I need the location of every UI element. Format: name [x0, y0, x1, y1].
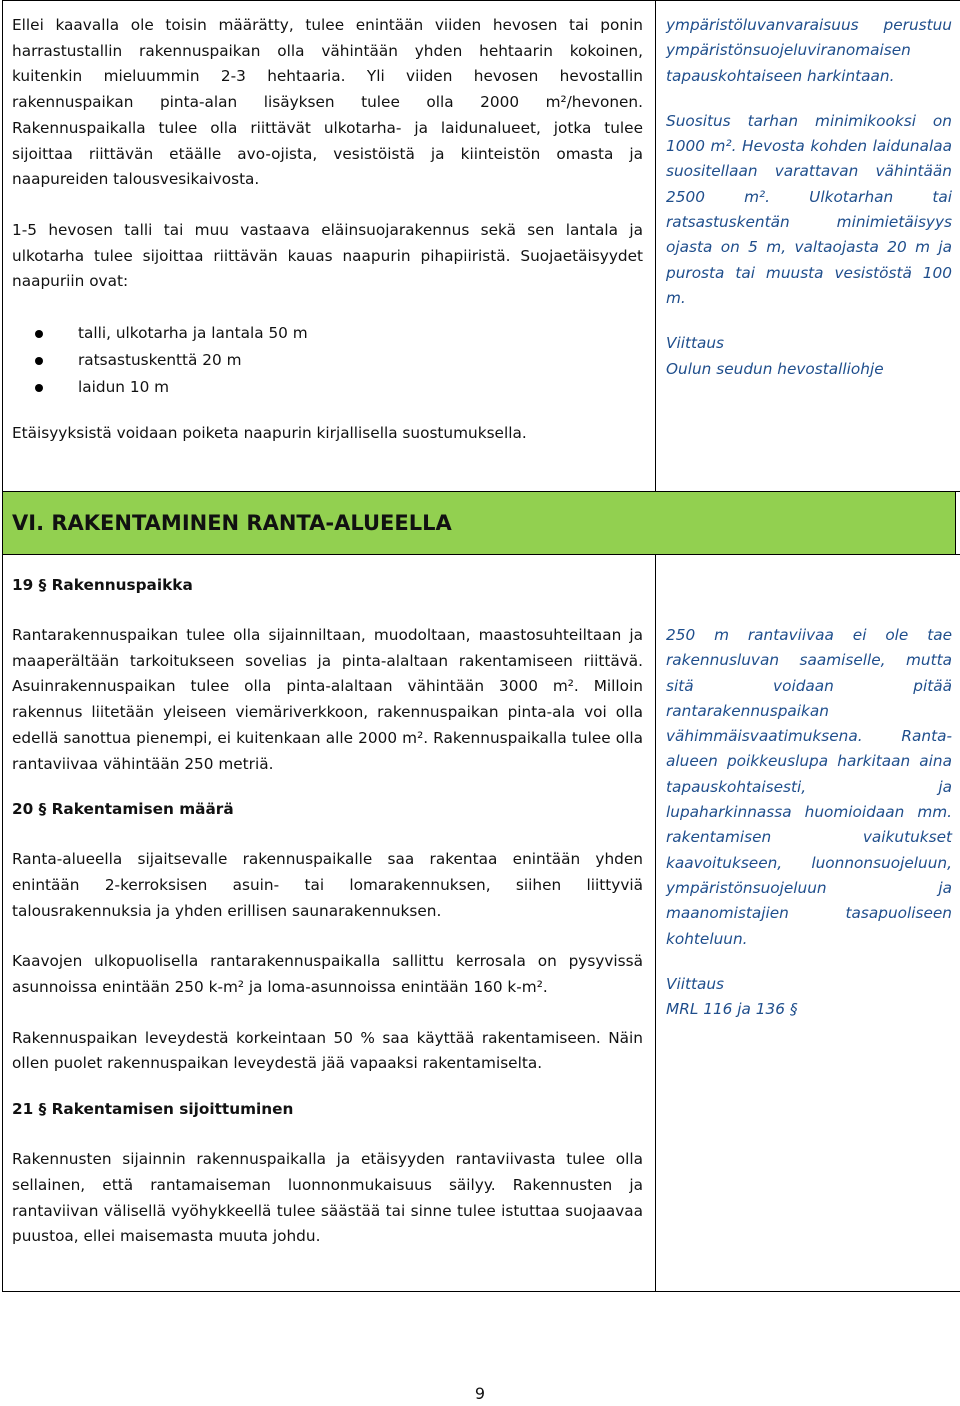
list-item: talli, ulkotarha ja lantala 50 m	[12, 320, 643, 347]
reference-label: Viittaus	[666, 334, 724, 353]
heading-20: 20 § Rakentamisen määrä	[12, 800, 234, 819]
top-paragraph-3: Etäisyyksistä voidaan poiketa naapurin kirjallisella suostumuksella.	[12, 424, 527, 443]
bottom-side-cell	[656, 555, 960, 1292]
top-side-cell	[656, 1, 960, 492]
list-item: laidun 10 m	[12, 374, 643, 401]
list-item: ratsastuskenttä 20 m	[12, 347, 643, 374]
top-table	[2, 0, 960, 492]
reference-label: Viittaus	[666, 974, 724, 993]
side-note-3: 250 m rantaviivaa ei ole tae rakennusluvan saamiselle, mutta sitä voidaan pitää rantarakennuspaikan vähimmäisvaatimuksena. Ranta-alueen poikkeuslupa harkitaan aina tapauskohtaisesti, ja lupaharkinnassa huomioidaan mm. rakentamisen vaikutukset kaavoitukseen, luonnonsuojeluun, ympäristönsuojeluun ja maanomistajien tasapuoliseen kohteluun.	[666, 626, 952, 948]
distance-list	[12, 320, 643, 401]
bottom-main-cell	[3, 555, 656, 1292]
paragraph-20a: Ranta-alueella sijaitsevalle rakennuspaikalle saa rakentaa enintään yhden enintään 2-kerroksisen asuin- tai lomarakennuksen, siihen liittyviä talousrakennuksia ja yhden erillisen saunarakennuksen.	[12, 850, 643, 920]
top-paragraph-1: Ellei kaavalla ole toisin määrätty, tulee enintään viiden hevosen tai ponin harrastustallin rakennuspaikan olla vähintään yhden hehtaarin kokoinen, kuitenkin mieluummin 2-3 hehtaaria. Yli viiden hevosen hevostallin rakennuspaikan pinta-alan lisäyksen tulee olla 2000 m²/hevonen. Rakennuspaikalla tulee olla riittävät ulkotarha- ja laidunalueet, jotka tulee sijoittaa riittävän etäälle avo-ojista, vesistöistä ja kiinteistön omasta ja naapureiden talousvesikaivosta.	[12, 16, 643, 189]
side-note-2: Suositus tarhan minimikooksi on 1000 m². Hevosta kohden laidunalaa suositellaan varattavan vähintään 2500 m². Ulkotarhan tai ratsastuskentän minimietäisyys ojasta on 5 m, valtaojasta 20 m ja purosta tai muusta vesistöstä 100 m.	[666, 111, 952, 307]
paragraph-19: Rantarakennuspaikan tulee olla sijainniltaan, muodoltaan, maastosuhteiltaan ja maaperältään tarkoitukseen sovelias ja pinta-alaltaan rakentamiseen riittävä. Asuinrakennuspaikan tulee olla pinta-alaltaan vähintään 3000 m². Milloin rakennus liitetään yleiseen viemäriverkkoon, rakennuspaikan pinta-ala voi olla edellä sanottua pienempi, ei kuitenkaan alle 2000 m². Rakennuspaikalla tulee olla rantaviivaa vähintään 250 metriä.	[12, 626, 643, 773]
bullet-icon	[35, 384, 43, 392]
heading-21: 21 § Rakentamisen sijoittuminen	[12, 1100, 294, 1119]
reference-value: Oulun seudun hevostalliohje	[666, 359, 884, 378]
heading-19: 19 § Rakennuspaikka	[12, 576, 193, 594]
top-paragraph-2: 1-5 hevosen talli tai muu vastaava eläinsuojarakennus sekä sen lantala ja ulkotarha tulee sijoittaa riittävän kauas naapurin pihapiiristä. Suojaetäisyydet naapuriin ovat:	[12, 220, 643, 291]
paragraph-20c: Rakennuspaikan leveydestä korkeintaan 50 % saa käyttää rakentamiseen. Näin ollen puolet rakennuspaikan leveydestä jää vapaaksi rakentamiselta.	[12, 1028, 643, 1073]
reference-value: MRL 116 ja 136 §	[666, 1000, 798, 1019]
bottom-table	[2, 554, 960, 1292]
section-title: VI. RAKENTAMINEN RANTA-ALUEELLA	[12, 511, 452, 535]
bullet-icon	[35, 357, 43, 365]
paragraph-21: Rakennusten sijainnin rakennuspaikalla ja etäisyyden rantaviivasta tulee olla sellainen, että rantamaiseman luonnonmukaisuus säilyy. Rakennusten ja rantaviivan välisellä vyöhykkeellä tulee säästää tai sinne tulee istuttaa suojaavaa puustoa, ellei maisemasta muuta johdu.	[12, 1150, 643, 1246]
side-note-1: ympäristöluvanvaraisuus perustuu ympäristönsuojeluviranomaisen tapauskohtaiseen harkintaan.	[666, 16, 952, 85]
paragraph-20b: Kaavojen ulkopuolisella rantarakennuspaikalla sallittu kerrosala on pysyvissä asunnoissa enintään 250 k-m² ja loma-asunnoissa enintään 160 k-m².	[12, 952, 643, 997]
section-heading-band	[2, 491, 956, 555]
page-number: 9	[474, 1384, 486, 1403]
top-main-cell	[3, 1, 656, 492]
bullet-icon	[35, 330, 43, 338]
